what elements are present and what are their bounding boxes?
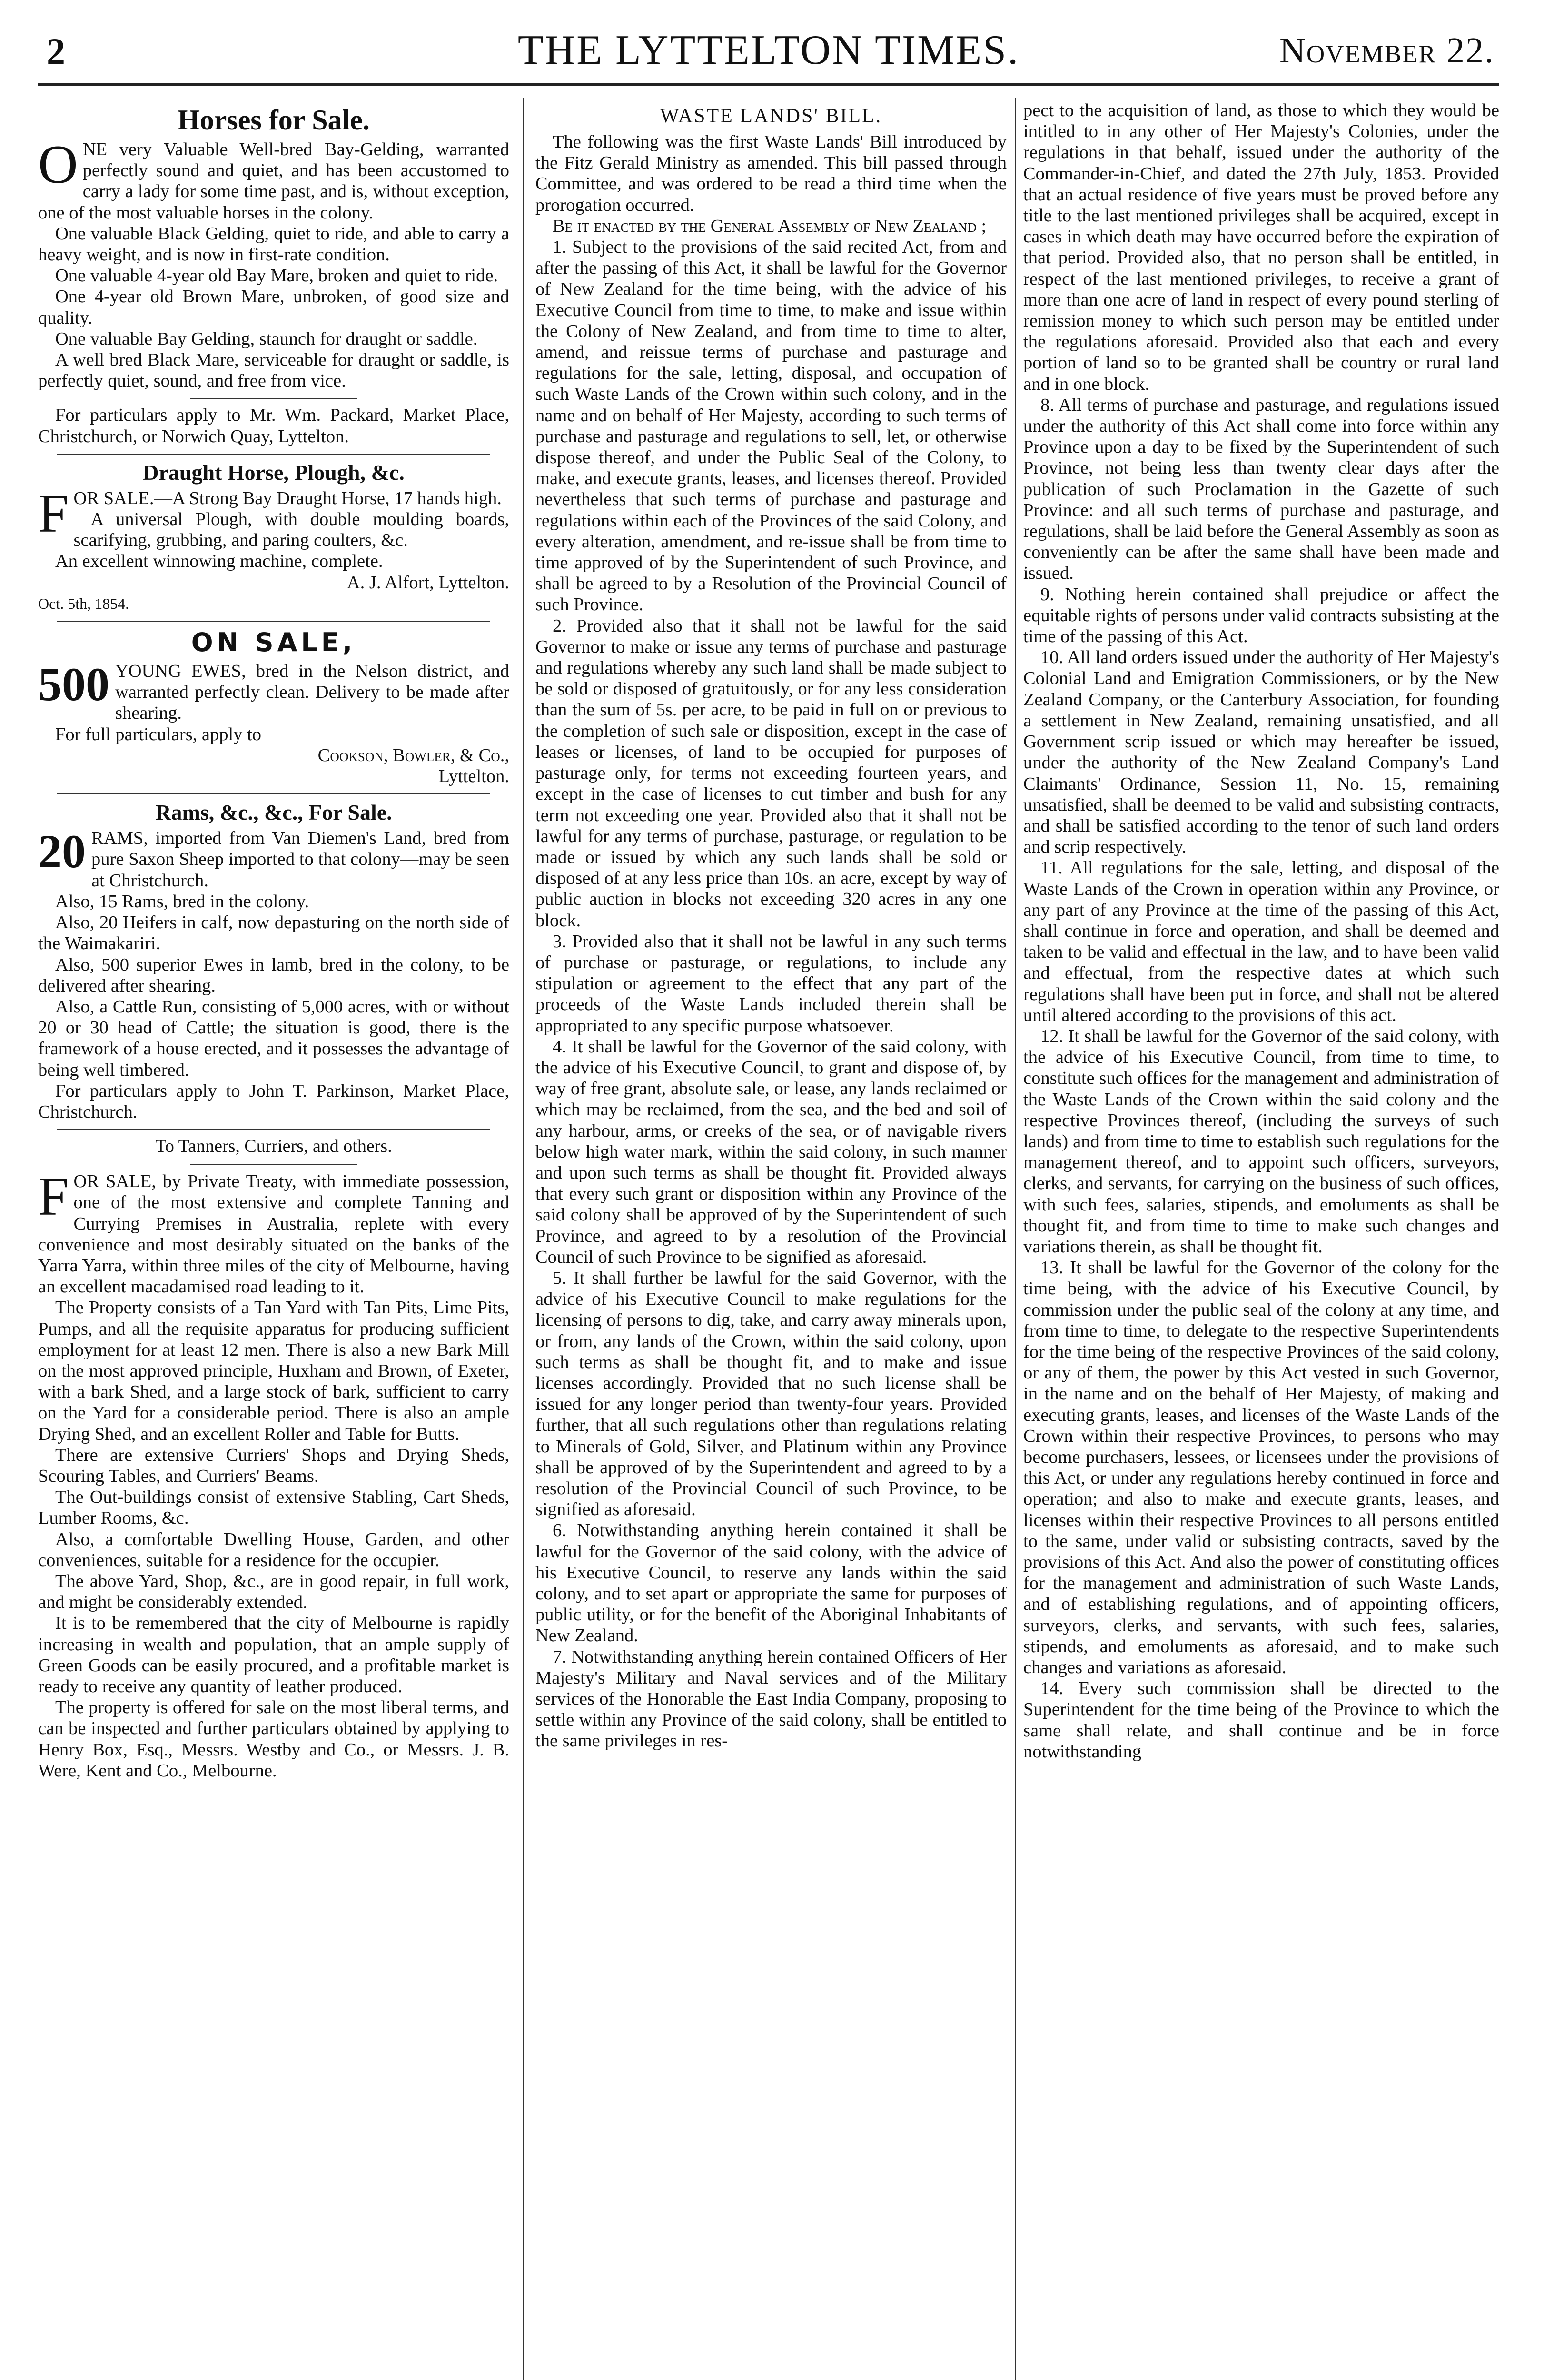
drop-cap: O xyxy=(38,134,78,195)
section-7: 7. Notwithstanding anything herein contained Officers of Her Majesty's Military and Naval services and of the Military services of the Honorable the East India Company, proposing to settle within any Province of the said colony, shall be entitled to the same privileges in res- xyxy=(535,1646,1007,1751)
section-11: 11. All regulations for the sale, letting, and disposal of the Waste Lands of the Crown in operation within any Province, or any part of any Province at the time of the passing of this Act, shall continue in force and operation, and shall be deemed and taken to be valid and effectual in the law, and to have been valid and effectual, from the respective dates at which such regulations shall have been put in force, and shall not be altered until altered according to the provisions of this act. xyxy=(1023,858,1499,1025)
section-14: 14. Every such commission shall be directed to the Superintendent for the time being of the Province to which the same shall relate, and shall continue and be in force notwithstanding xyxy=(1023,1678,1499,1762)
ad-heading: Rams, &c., &c., For Sale. xyxy=(155,800,392,825)
separator xyxy=(190,1164,357,1165)
issue-date: November 22. xyxy=(1279,30,1495,70)
column-waste-lands-bill-continued xyxy=(1023,100,1499,2380)
separator xyxy=(57,793,490,794)
drop-cap: F xyxy=(38,1166,69,1228)
masthead-rule xyxy=(38,83,1499,86)
separator xyxy=(57,1129,490,1130)
column-waste-lands-bill xyxy=(535,100,1007,2380)
drop-cap: F xyxy=(38,483,69,544)
section-2: 2. Provided also that it shall not be lawful for the said Governor to make or issue any terms of purchase and pasturage and regulations whereby any such land shall be made subject to be sold or disposed of gratuitously, or for any less consideration than the sum of 5s. per acre, to be paid in full on or previous to the completion of such sale or disposition, except in the case of leases or licenses, of land to be occupied for purposes of pasturage only, for terms not exceeding fourteen years, and except in the case of licenses to cut timber and bush for any term not exceeding one year. Provided also that it shall not be lawful for any terms of purchase, pasturage, or regulation to be made or issued by which any such lands shall be sold or disposed of at any less price than 10s. an acre, except by way of public auction in blocks not exceeding 320 acres in any one block. xyxy=(535,615,1007,931)
ad-tannery: To Tanners, Curriers, and others. FOR SALE, by Private Treaty, with immediate possession, one of the most extensive and complete Tanning and Currying Premises in Australia, replete with every convenience and most desirably situated on the banks of the Yarra Yarra, within three miles of the city of Melbourne, having an excellent macadamised road leading to it. The Property consists of a Tan Yard with Tan Pits, Lime Pits, Pumps, and all the requisite apparatus for producing sufficient employment for at least 12 men. There is also a new Bark Mill on the most approved principle, Huxham and Brown, of Exeter, with a bark Shed, and a large stock of bark, sufficient to carry on the Yard for a considerable period. There is also an ample Drying Shed, and an excellent Roller and Table for Butts. There are extensive Curriers' Shops and Drying Sheds, Scouring Tables, and Curriers' Beams. The Out-buildings consist of extensive Stabling, Cart Sheds, Lumber Rooms, &c. Also, a comfortable Dwelling House, Garden, and other conveniences, suitable for a residence for the occupier. The above Yard, Shop, &c., are in good repair, in full work, and might be considerably extended. It is to be remembered that the city of Melbourne is rapidly increasing in wealth and population, that an ample supply of Green Goods can be easily procured, and a profitable market is ready to receive any quantity of leather produced. The property is offered for sale on the most liberal terms, and can be inspected and further particulars obtained by applying to Henry Box, Esq., Messrs. Westby and Co., or Messrs. J. B. Were, Kent and Co., Melbourne. xyxy=(38,1135,509,1781)
section-10: 10. All land orders issued under the authority of Her Majesty's Colonial Land and Emigration Commissioners, or by the New Zealand Company, or the Canterbury Association, for founding a settlement in New Zealand, remaining unsatisfied, and all Government scrip issued or which may hereafter be issued, under the authority of the New Zealand Company's Land Claimants' Ordinance, Session 11, No. 15, remaining unsatisfied, shall be deemed to be valid and subsisting contracts, and shall be satisfied according to the tenor of such land orders and scrip respectively. xyxy=(1023,647,1499,857)
drop-number: 20 xyxy=(38,825,86,878)
ad-draught-horse: Draught Horse, Plough, &c. FOR SALE.—A Strong Bay Draught Horse, 17 hands high. A universal Plough, with double moulding boards, scarifying, grubbing, and paring coulters, &c. An excellent winnowing machine, complete. A. J. Alfort, Lyttelton. Oct. 5th, 1854. xyxy=(38,459,509,614)
section-4: 4. It shall be lawful for the Governor of the said colony, with the advice of his Executive Council, to grant and dispose of, by way of free grant, absolute sale, or lease, any lands reclaimed or which may be reclaimed, from the sea, and the bed and soil of any harbour, arms, or creeks of the sea, or of navigable rivers below high water mark, within the said colony, in such manner and upon such terms as shall be thought fit. Provided always that every such grant or disposition within any Province of the said colony shall be approved of by the Superintendent of such Province, and agreed to by a resolution of the Provincial Council of such Province to be signified as aforesaid. xyxy=(535,1036,1007,1267)
column-divider xyxy=(523,98,524,2380)
section-6: 6. Notwithstanding anything herein contained it shall be lawful for the Governor of the said colony, with the advice of his Executive Council, to reserve any lands within the said colony, and to set apart or appropriate the same for purposes of public utility, or for the benefit of the Aboriginal Inhabitants of New Zealand. xyxy=(535,1520,1007,1646)
separator xyxy=(57,621,490,622)
signature: A. J. Alfort, Lyttelton. xyxy=(346,572,509,593)
page-number: 2 xyxy=(47,30,65,72)
section-12: 12. It shall be lawful for the Governor of the said colony, with the advice of his Executive Council, from time to time, to constitute such offices for the management and administration of the Waste Lands of the Crown within the said colony and the respective Provinces thereof, (including the surveys of such lands) and from time to time to establish such regulations for the management thereof, and to appoint such officers, surveyors, clerks, and servants, for carrying on the business of such offices, with such fees, salaries, stipends, and emoluments as shall be thought fit, and from time to time to make such changes and variations therein, as shall be thought fit. xyxy=(1023,1026,1499,1257)
ad-rams: Rams, &c., &c., For Sale. 20 RAMS, imported from Van Diemen's Land, bred from pure Saxon Sheep imported to that colony—may be seen at Christchurch. Also, 15 Rams, bred in the colony. Also, 20 Heifers in calf, now depasturing on the north side of the Waimakariri. Also, 500 superior Ewes in lamb, bred in the colony, to be delivered after shearing. Also, a Cattle Run, consisting of 5,000 acres, with or without 20 or 30 head of Cattle; the situation is good, there is the framework of a house erected, and it possesses the advantage of being well timbered. For particulars apply to John T. Parkinson, Market Place, Christchurch. xyxy=(38,800,509,1122)
newspaper-title: THE LYTTELTON TIMES. xyxy=(517,27,1020,73)
ad-heading: To Tanners, Curriers, and others. xyxy=(155,1136,392,1157)
enacting-clause: Be it enacted by the General Assembly of New Zealand ; xyxy=(553,216,987,236)
masthead xyxy=(38,26,1499,88)
ad-young-ewes: ON SALE, 500 YOUNG EWES, bred in the Nelson district, and warranted perfectly clean. Delivery to be made after shearing. For full particulars, apply to Cookson, Bowler, & Co., Lyttelton. xyxy=(38,627,509,787)
section-8: 8. All terms of purchase and pasturage, and regulations issued under the authority of this Act shall come into force within any Province upon a day to be fixed by the Superintendent of such Province, not being less than twenty clear days after the publication of such Proclamation in the Gazette of such Province: and all such terms of purchase and pasturage, and regulations, shall be laid before the General Assembly as soon as conveniently can be after the same shall have been made and issued. xyxy=(1023,395,1499,584)
separator xyxy=(57,454,490,455)
section-7-continued: pect to the acquisition of land, as those to which they would be intitled to in any other of Her Majesty's Colonies, under the regulations in that behalf, issued under the authority of the Commander-in-Chief, and dated the 27th July, 1853. Provided that an actual residence of five years must be proved before any title to the last mentioned privileges shall be acquired, except in cases in which death may have occurred before the expiration of that period. Provided also, that no person shall be entitled, in respect of the last mentioned privileges, to receive a grant of more than one acre of land in respect of every pound sterling of remission money to which such person may be entitled under the regulations aforesaid. Provided also that each and every portion of land so to be granted shall be country or rural land and in one block. xyxy=(1023,100,1499,394)
article-intro: The following was the first Waste Lands' Bill introduced by the Fitz Gerald Ministry as amended. This bill passed through Committee, and was ordered to be read a third time when the prorogation occurred. xyxy=(535,132,1007,215)
ad-heading: Draught Horse, Plough, &c. xyxy=(143,460,405,485)
signature: Cookson, Bowler, & Co., xyxy=(317,745,509,765)
section-5: 5. It shall further be lawful for the said Governor, with the advice of his Executive Council to make regulations for the licensing of persons to dig, take, and carry away minerals upon, or from, any lands of the Crown, within the said colony, upon such terms as shall be thought fit, and to make and issue licenses accordingly. Provided that no such license shall be issued for any longer period than twenty-four years. Provided further, that all such regulations other than regulations relating to Minerals of Gold, Silver, and Platinum within any Province shall be approved of by the Superintendent and agreed to by a resolution of the Provincial Council of such Province, to be signified as aforesaid. xyxy=(535,1268,1007,1520)
article-heading: WASTE LANDS' BILL. xyxy=(660,105,882,127)
drop-number: 500 xyxy=(38,658,109,711)
separator xyxy=(190,398,357,399)
column-divider xyxy=(1015,98,1016,2380)
column-advertisements xyxy=(38,100,509,2380)
signature-place: Lyttelton. xyxy=(438,766,509,787)
section-9: 9. Nothing herein contained shall prejudice or affect the equitable rights of persons under valid contracts subsisting at the time of the passing of this Act. xyxy=(1023,584,1499,647)
section-3: 3. Provided also that it shall not be lawful in any such terms of purchase or pasturage, or regulations, to include any stipulation or agreement to the effect that any part of the proceeds of the Waste Lands included therein shall be appropriated to any specific purpose whatsoever. xyxy=(535,931,1007,1036)
section-13: 13. It shall be lawful for the Governor of the colony for the time being, with the advice of his Executive Council, by commission under the public seal of the colony at any time, and from time to time, to delegate to the respective Superintendents for the time being of the respective Provinces of the said colony, or any of them, the power by this Act vested in such Governor, in the name and on the behalf of Her Majesty, of making and executing grants, leases, and licenses of the Waste Lands of the Crown within their respective Provinces, to persons who may become purchasers, lessees, or licensees under the provisions of this Act, or under any regulations hereby continued in force and operation; and also to make and execute grants, leases, and licenses within their respective Provinces to all persons entitled to the same, under valid or subsisting contracts, saved by the provisions of this Act. And also the power of constituting offices for the management and administration of such Waste Lands, and of establishing regulations, and of appointing officers, surveyors, clerks, and servants, with such fees, salaries, stipends, and emoluments as aforesaid, and to make such changes and variations as aforesaid. xyxy=(1023,1258,1499,1678)
ad-heading: Horses for Sale. xyxy=(178,104,370,136)
section-1: 1. Subject to the provisions of the said recited Act, from and after the passing of this Act, it shall be lawful for the Governor of New Zealand for the time being, with the advice of his Executive Council from time to time, to make and issue within the Colony of New Zealand, and from time to time to alter, amend, and reissue terms of purchase and pasturage and regulations for the sale, letting, disposal, and occupation of such Waste Lands of the Crown within such colony, and in the name and on behalf of Her Majesty, according to such terms of purchase and pasturage and regulations to sell, let, or otherwise dispose thereof, and under the Public Seal of the Colony, to make, and execute grants, leases, and licenses thereof. Provided nevertheless that such terms of purchase and pasturage and regulations within each of the Provinces of the said Colony, and every alteration, amendment, and re-issue shall be from time to time approved of by the Superintendent of such Province, and shall be agreed to by a Resolution of the Provincial Council of such Province. xyxy=(535,237,1007,615)
ad-heading: ON SALE, xyxy=(191,627,356,658)
ad-horses: Horses for Sale. ONE very Valuable Well-bred Bay-Gelding, warranted perfectly sound and quiet, and has been accustomed to carry a lady for some time past, and is, without exception, one of the most valuable horses in the colony. One valuable Black Gelding, quiet to ride, and able to carry a heavy weight, and is now in first-rate condition. One valuable 4-year old Bay Mare, broken and quiet to ride. One 4-year old Brown Mare, unbroken, of good size and quality. One valuable Bay Gelding, staunch for draught or saddle. A well bred Black Mare, serviceable for draught or saddle, is perfectly quiet, sound, and free from vice. For particulars apply to Mr. Wm. Packard, Market Place, Christchurch, or Norwich Quay, Lyttelton. xyxy=(38,103,509,447)
ad-date: Oct. 5th, 1854. xyxy=(38,595,129,612)
